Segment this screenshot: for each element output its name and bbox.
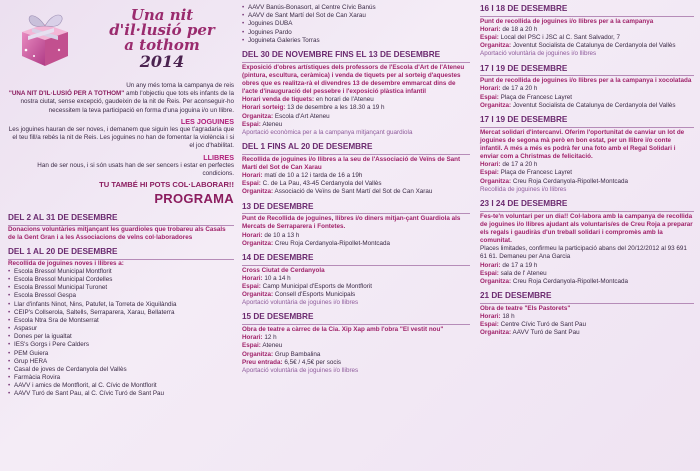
- detail-value: 12 h: [264, 334, 277, 342]
- event-detail: [480, 42, 694, 50]
- intro-text: Un any més torna la campanya de reis "UNA NIT D'IL·LUSIÓ PER A TOTHOM" amb l'objectiu que tots els infants de la nostra ciutat, sense excepció, gaudeixin de la nit de Reis. Per aconseguir-ho necessitem la teva participació en forma d'una joguina i/o un llibre.: [8, 82, 234, 114]
- collection-points-list-continued: [242, 4, 470, 45]
- event-detail: [480, 94, 694, 102]
- event-detail: [480, 278, 694, 286]
- campaign-title: [92, 8, 232, 70]
- detail-value: de 17 a 20 h: [502, 85, 538, 93]
- event-detail: [242, 96, 470, 104]
- books-heading: LLIBRES: [203, 152, 234, 162]
- event-heading: DEL 2 AL 31 DE DESEMBRE: [8, 213, 234, 226]
- list-item: • Llar d'infants Ninot, Nins, Patufet, la Torreta de Xiquilàndia: [8, 301, 234, 309]
- event-detail: [480, 26, 694, 34]
- list-item: • Joguines DUBA: [242, 20, 470, 28]
- event-detail: [242, 283, 470, 291]
- event-description: Punt de recollida de joguines i/o llibres per a la campanya i xocolatada: [480, 77, 692, 85]
- event-detail: [480, 102, 694, 110]
- detail-value: Joventut Socialista de Catalunya de Cerdanyola del Vallès: [512, 42, 676, 50]
- event-detail: [480, 262, 694, 270]
- detail-value: Ateneu: [262, 342, 283, 350]
- detail-value: matí de 10 a 12 i tarda de 16 a 19h: [264, 172, 363, 180]
- list-item: • Grup HERA: [8, 358, 234, 366]
- detail-label: Horari:: [480, 25, 501, 33]
- detail-value: de 10 a 13 h: [264, 231, 300, 239]
- event-heading: 15 DE DESEMBRE: [242, 312, 470, 325]
- detail-value: C. de La Pau, 43-45 Cerdanyola del Vallès: [262, 180, 382, 188]
- event-description: Mercat solidari d'intercanvi. Oferim l'oportunitat de canviar un lot de joguines de segona mà però en bon estat, per un llibre i/o conte infantil. A més a més es podrà fer una foto amb el Regal Solidari i enviar com a Christmas de felicitació.: [480, 128, 685, 161]
- list-item: • Escola Bressol Municipal Cordelles: [8, 276, 234, 284]
- toys-text: Les joguines hauran de ser noves, i demanem que siguin les que t'agradaria que el teu fill/a rebés la nit de Reis. Les joguines no han de fomentar la violència i si el joc d'habilitat.: [8, 126, 234, 150]
- detail-label: Organitza:: [242, 188, 274, 196]
- list-item: • AAVV Banús-Bonasort, al Centre Cívic Banús: [242, 4, 470, 12]
- event-detail: [480, 329, 694, 337]
- detail-label: Horari sorteig:: [242, 104, 286, 112]
- detail-value: sala de l' Ateneu: [500, 269, 547, 277]
- detail-label: Horari:: [242, 334, 263, 342]
- toys-heading: LES JOGUINES: [180, 116, 234, 126]
- event-detail: [242, 275, 470, 283]
- event-description: Recollida de joguines i/o llibres a la seu de l'Associació de Veïns de Sant Martí del Sot de Can Xarau: [242, 155, 461, 171]
- event-detail: [242, 351, 470, 359]
- detail-value: a tothom: [124, 36, 200, 54]
- event-extra: Places limitades, confirmeu la participació abans del 20/12/2012 al 93 691 61 61. Demaneu per Ana Garcia: [480, 245, 687, 261]
- event-detail: [480, 321, 694, 329]
- detail-value: Una nit: [130, 6, 194, 24]
- event-detail: [242, 121, 470, 129]
- books-text: Han de ser nous, i si són usats han de ser sencers i estar en perfectes condicions.: [37, 161, 234, 178]
- detail-label: Horari:: [242, 231, 263, 239]
- list-item: • Escola Ntra Sra de Montserrat: [8, 317, 234, 325]
- event-note: Aportació econòmica per a la campanya mitjançant guardiola: [242, 128, 413, 136]
- detail-value: AAVV Turó de Sant Pau: [512, 329, 580, 337]
- detail-value: Joventut Socialista de Catalunya de Cerdanyola del Vallès: [512, 101, 676, 109]
- detail-label: Espai:: [480, 93, 499, 101]
- collaborate-callout: TU TAMBÉ HI POTS COL·LABORAR!!: [99, 180, 234, 190]
- detail-label: Horari:: [480, 261, 501, 269]
- detail-label: Organitza:: [480, 277, 512, 285]
- event-detail: [242, 180, 470, 188]
- event-detail: [480, 169, 694, 177]
- detail-value: Grup Bambalina: [274, 350, 321, 358]
- event-description: Obra de teatre "Els Pastorets": [480, 304, 571, 312]
- detail-label: Horari:: [480, 312, 501, 320]
- detail-value: en horari de l'Ateneu: [315, 96, 374, 104]
- collection-points-list: [8, 268, 234, 399]
- detail-label: Espai:: [480, 269, 499, 277]
- list-item: • Casal de joves de Cerdanyola del Vallès: [8, 366, 234, 374]
- detail-value: de 17 a 20 h: [502, 161, 538, 169]
- event-detail: [242, 172, 470, 180]
- list-item: • Escola Bressol Municipal Turonet: [8, 284, 234, 292]
- event-heading: 17 I 19 DE DESEMBRE: [480, 115, 694, 128]
- detail-label: Espai:: [480, 34, 499, 41]
- event-heading: 13 DE DESEMBRE: [242, 202, 470, 215]
- detail-value: Plaça de Francesc Layret: [500, 169, 573, 177]
- event-heading: DEL 1 FINS AL 20 DE DESEMBRE: [242, 142, 470, 155]
- event-note: Aportació voluntària de joguines i/o llibres: [242, 299, 359, 307]
- event-detail: [242, 240, 470, 248]
- detail-value: Camp Municipal d'Esports de Montflorit: [262, 282, 373, 290]
- detail-value: Creu Roja Cerdanyola-Ripollet-Montcada: [512, 277, 629, 285]
- event-heading: 14 DE DESEMBRE: [242, 253, 470, 266]
- event-description: Punt de Recollida de joguines, llibres i/o diners mitjan-çant Guardiola als Mercats de Serraparera i Fontetes.: [242, 215, 461, 231]
- event-detail: [480, 34, 694, 42]
- event-heading: 23 I 24 DE DESEMBRE: [480, 199, 694, 212]
- detail-value: de 17 a 19 h: [502, 261, 538, 269]
- column-3: [480, 4, 694, 337]
- list-item: • Escola Bressol Gespa: [8, 292, 234, 300]
- event-detail: [242, 104, 470, 112]
- event-description: Donacions voluntàries mitjançant les guardioles que trobareu als Casals de la Gent Gran i a les Associacions de veïns col·laboradores: [8, 225, 226, 241]
- event-detail: [242, 113, 470, 121]
- detail-label: Horari:: [242, 172, 263, 180]
- event-description: Punt de recollida de joguines i/o llibres per a la campanya: [480, 17, 654, 25]
- column-1: [8, 4, 234, 399]
- detail-label: Espai:: [242, 282, 261, 290]
- event-heading: 21 DE DESEMBRE: [480, 291, 694, 304]
- list-item: • Farmàcia Rovira: [8, 374, 234, 382]
- detail-label: Organitza:: [242, 112, 274, 120]
- list-item: • AAVV de Sant Martí del Sot de Can Xarau: [242, 12, 470, 20]
- detail-label: Espai:: [480, 321, 499, 329]
- detail-label: Organitza:: [242, 239, 274, 247]
- detail-value: 18 h: [502, 312, 515, 320]
- event-detail: [480, 161, 694, 169]
- detail-label: Organitza:: [480, 329, 512, 337]
- detail-value: Escola d'Art Ateneu: [274, 112, 330, 120]
- event-detail: [242, 188, 470, 196]
- column-2: [242, 4, 470, 375]
- list-item: • Dones per la igualtat: [8, 333, 234, 341]
- detail-label: Espai:: [242, 120, 261, 128]
- event-heading: DEL 1 AL 20 DE DESEMBRE: [8, 247, 234, 260]
- programa-heading: PROGRAMA: [154, 191, 234, 207]
- gift-box-icon: [14, 6, 76, 68]
- hero: [8, 4, 234, 82]
- detail-value: d'il·lusió per: [109, 21, 215, 39]
- list-item: • AAVV Turó de Sant Pau, al C. Cívic Turó de Sant Pau: [8, 390, 234, 398]
- event-detail: [480, 85, 694, 93]
- list-item: • IES's Gorgs i Pere Calders: [8, 341, 234, 349]
- list-item: • CEIP's Collserola, Saltells, Serraparera, Xarau, Bellaterra: [8, 309, 234, 317]
- campaign-year: 2014: [139, 52, 185, 71]
- detail-label: Organitza:: [242, 291, 274, 299]
- event-detail: [242, 342, 470, 350]
- detail-label: Organitza:: [480, 177, 512, 185]
- event-heading: 17 I 19 DE DESEMBRE: [480, 64, 694, 77]
- event-detail: [480, 270, 694, 278]
- detail-label: Espai:: [242, 342, 261, 350]
- detail-value: Ateneu: [262, 120, 283, 128]
- detail-value: Associació de Veïns de Sant Martí del Sot de Can Xarau: [274, 188, 433, 196]
- detail-label: Horari venda de tiquets:: [242, 96, 315, 104]
- detail-value: Consell d'Esports Municipals: [274, 291, 356, 299]
- detail-value: Local del PSC i JSC al C. Sant Salvador, 7: [500, 34, 621, 41]
- campaign-name: "UNA NIT D'IL·LUSIÓ PER A TOTHOM": [8, 90, 125, 98]
- event-heading: 16 I 18 DE DESEMBRE: [480, 4, 694, 17]
- detail-value: Creu Roja Cerdanyola-Ripollet-Montcada: [512, 177, 629, 185]
- detail-value: 6,5€ / 4,5€ per socis: [284, 358, 342, 366]
- event-description: Exposició d'obres artístiques dels professors de l'Escola d'Art de l'Ateneu (pintura, escultura, ceràmica) i venda de tiquets per al sorteig d'aquestes obres que es realitza-rà el divendres 13 de desembre emmarcat dins de l'acte d'inauguració del pessebre i l'exposició plàstica infantil: [242, 63, 465, 96]
- event-detail: [242, 291, 470, 299]
- list-item: • Joguineta Galeries Torras: [242, 37, 470, 45]
- detail-value: Plaça de Francesc Layret: [500, 93, 573, 101]
- detail-label: Organitza:: [480, 101, 512, 109]
- event-note: Aportació voluntària de joguines i/o llibres: [242, 366, 359, 374]
- event-detail: [242, 232, 470, 240]
- detail-label: Horari:: [480, 85, 501, 93]
- event-description: Obra de teatre a càrrec de la Cia. Xip Xap amb l'obra "El vestit nou": [242, 326, 444, 334]
- event-detail: [480, 313, 694, 321]
- list-item: • Joguines Pardo: [242, 29, 470, 37]
- detail-label: Preu entrada:: [242, 358, 283, 366]
- detail-label: Organitza:: [480, 42, 512, 50]
- event-heading: DEL 30 DE NOVEMBRE FINS EL 13 DE DESEMBRE: [242, 50, 470, 63]
- detail-value: 10 a 14 h: [264, 274, 291, 282]
- detail-label: Espai:: [242, 180, 261, 188]
- event-detail: [242, 359, 470, 367]
- detail-value: Centre Cívic Turó de Sant Pau: [500, 321, 587, 329]
- event-note: Recollida de joguines i/o llibres: [480, 185, 567, 193]
- event-description: Fes-te'n voluntari per un dia!! Col·labora amb la campanya de recollida de joguines i/o llibres ajudant als voluntaris/es de Creu Roja a preparar els regals i gaudiràs d'un treball solidari i compromès amb la comunitat.: [480, 212, 693, 245]
- list-item: • AAVV i amics de Montflorit, al C. Cívic de Montflorit: [8, 382, 234, 390]
- list-item: • PEM Guiera: [8, 350, 234, 358]
- list-item: • Escola Bressol Municipal Montflorit: [8, 268, 234, 276]
- detail-value: 13 de desembre a les 18.30 a 19 h: [287, 104, 385, 112]
- detail-label: Horari:: [242, 274, 263, 282]
- detail-label: Horari:: [480, 161, 501, 169]
- event-description: Recollida de joguines noves i llibres a:: [8, 259, 124, 267]
- detail-label: Organitza:: [242, 350, 274, 358]
- detail-value: Creu Roja Cerdanyola-Ripollet-Montcada: [274, 239, 391, 247]
- event-description: Cross Ciutat de Cerdanyola: [242, 266, 325, 274]
- list-item: • Aspasur: [8, 325, 234, 333]
- detail-label: Espai:: [480, 169, 499, 177]
- event-note: Aportació voluntària de joguines i/o llibres: [480, 50, 597, 58]
- event-detail: [242, 334, 470, 342]
- detail-value: de 18 a 20 h: [502, 25, 538, 33]
- event-detail: [480, 178, 694, 186]
